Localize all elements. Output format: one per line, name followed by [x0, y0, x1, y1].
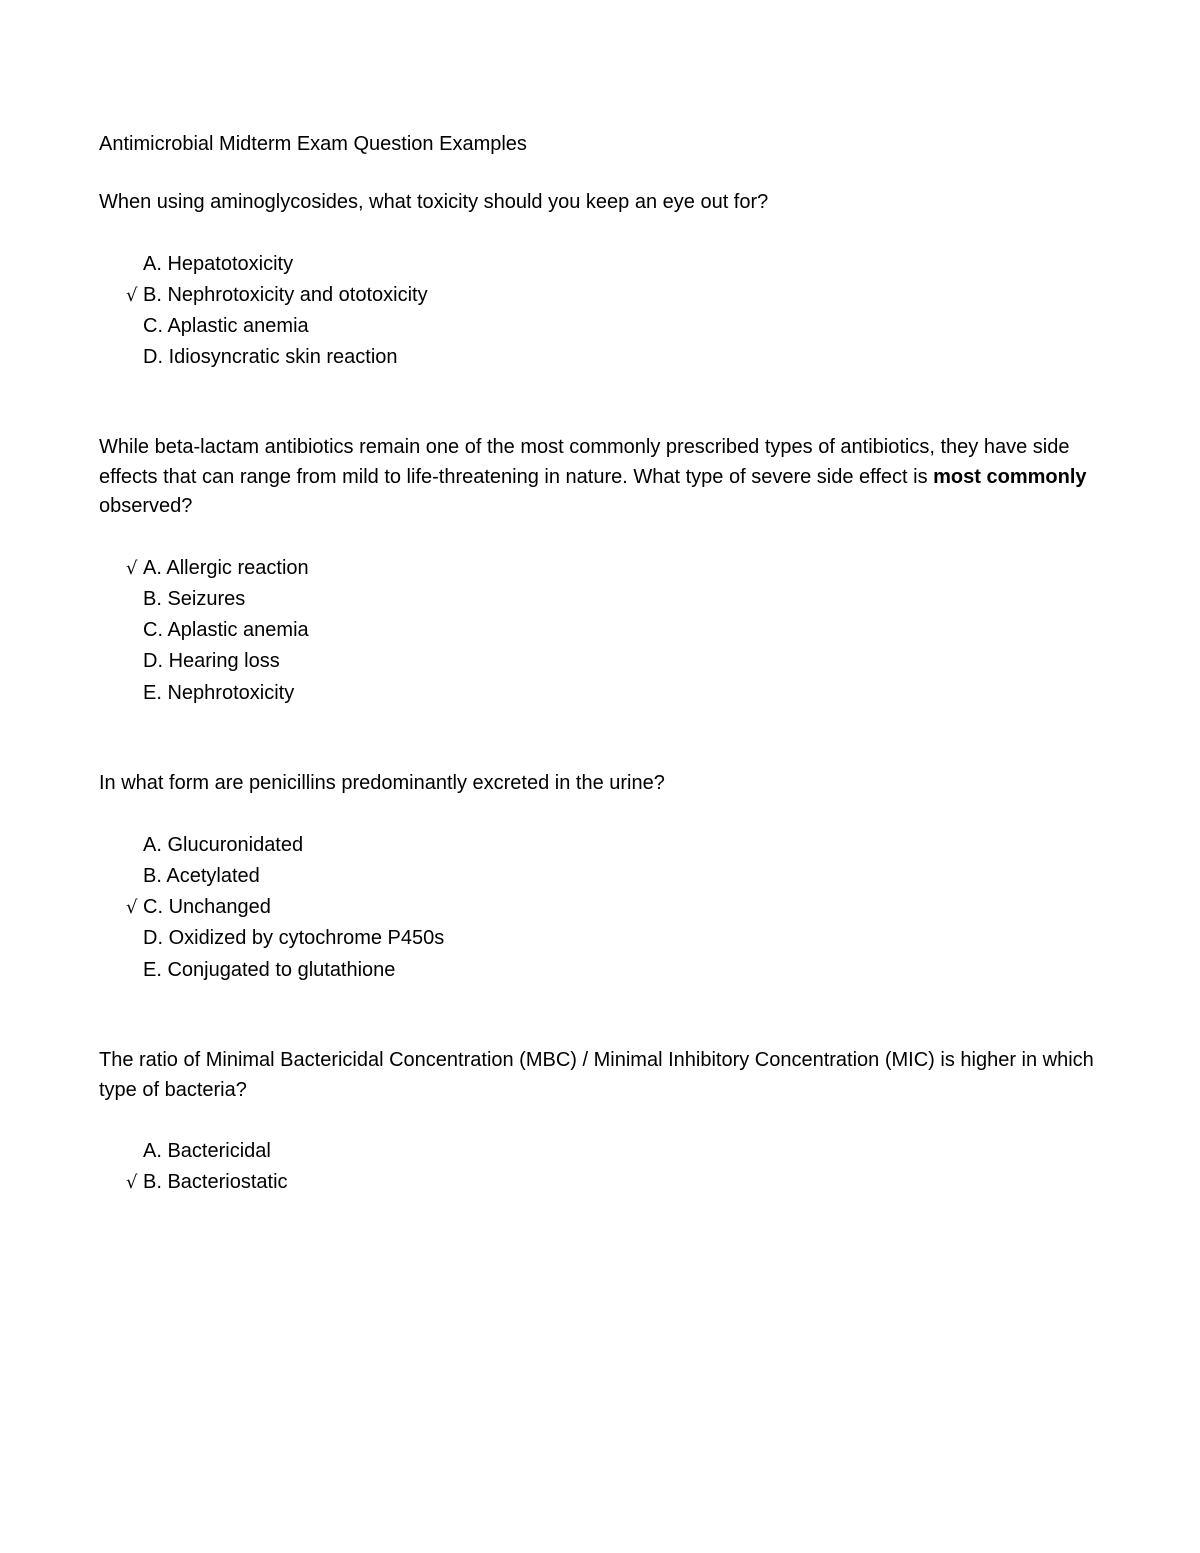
answer-option: [99, 678, 1109, 709]
answer-option: [99, 830, 1109, 861]
answer-option: [99, 955, 1109, 986]
answer-option-text: Nephrotoxicity and ototoxicity: [167, 283, 428, 306]
answer-option-text: Acetylated: [166, 864, 260, 887]
question-3-options: [99, 830, 1109, 986]
answer-option-letter: D.: [143, 346, 163, 369]
answer-option-letter: B.: [143, 587, 162, 610]
answer-option-text: Seizures: [167, 587, 246, 610]
answer-option-letter: A.: [143, 1140, 162, 1162]
question-4-options: [99, 1136, 1109, 1199]
answer-option-letter: A.: [143, 833, 162, 856]
answer-option: [99, 553, 1109, 584]
answer-option-letter: E.: [143, 681, 162, 704]
document-title: Antimicrobial Midterm Exam Question Examples: [99, 133, 527, 155]
question-4-text: The ratio of Minimal Bactericidal Concentration (MBC) / Minimal Inhibitory Concentration (MIC) is higher in which type of bacteria?: [99, 1049, 1094, 1101]
question-3-text: In what form are penicillins predominantly excreted in the urine?: [99, 772, 665, 794]
answer-option-text: Aplastic anemia: [167, 619, 309, 642]
question-3: [99, 769, 1109, 986]
answer-option-text: Conjugated to glutathione: [167, 958, 396, 981]
answer-option-text: Nephrotoxicity: [167, 681, 295, 704]
answer-option-letter: B.: [143, 864, 162, 887]
answer-option-letter: B.: [143, 1171, 162, 1194]
answer-option: [99, 1136, 1109, 1167]
answer-option: [99, 280, 1109, 311]
answer-option-letter: D.: [143, 927, 163, 950]
answer-option-text: Glucuronidated: [167, 833, 304, 856]
answer-option-text: Aplastic anemia: [167, 315, 309, 338]
checkmark-icon: √: [126, 557, 138, 579]
answer-option: [99, 311, 1109, 342]
answer-option: [99, 861, 1109, 892]
question-2-options: [99, 553, 1109, 709]
question-2-text: [99, 433, 1109, 522]
answer-option-letter: B.: [143, 283, 162, 306]
answer-option-text: Bactericidal: [167, 1140, 271, 1162]
question-2-text-emphasis: most commonly: [933, 465, 1087, 488]
answer-option: [99, 584, 1109, 615]
answer-option-text: Bacteriostatic: [167, 1171, 288, 1194]
answer-option-letter: D.: [143, 650, 163, 673]
checkmark-icon: √: [126, 1172, 138, 1194]
question-2-text-part-1: While beta-lactam antibiotics remain one of the most commonly prescribed types of antibiotics, they have side effects that can range from mild to life-threatening in nature. What type of severe side effect is: [99, 436, 1070, 488]
answer-option-letter: C.: [143, 315, 163, 338]
answer-option: [99, 1167, 1109, 1198]
checkmark-icon: √: [126, 284, 138, 306]
question-1-options: [99, 249, 1109, 374]
answer-option: [99, 342, 1109, 373]
question-2-text-part-2: observed?: [99, 495, 193, 517]
checkmark-icon: √: [126, 897, 138, 919]
question-2: [99, 433, 1109, 709]
answer-option-text: Hearing loss: [168, 650, 280, 673]
question-1: [99, 188, 1109, 374]
answer-option-letter: C.: [143, 619, 163, 642]
answer-option-text: Idiosyncratic skin reaction: [168, 346, 398, 369]
answer-option: [99, 249, 1109, 280]
answer-option: [99, 892, 1109, 923]
question-4: [99, 1046, 1109, 1199]
answer-option: [99, 923, 1109, 954]
answer-option-text: Allergic reaction: [166, 556, 309, 579]
answer-option-text: Unchanged: [168, 896, 271, 919]
answer-option-letter: E.: [143, 958, 162, 981]
answer-option: [99, 615, 1109, 646]
answer-option-letter: C.: [143, 896, 163, 919]
answer-option: [99, 646, 1109, 677]
answer-option-text: Hepatotoxicity: [167, 252, 294, 275]
answer-option-text: Oxidized by cytochrome P450s: [168, 927, 445, 950]
question-1-text: When using aminoglycosides, what toxicity should you keep an eye out for?: [99, 191, 769, 213]
answer-option-letter: A.: [143, 556, 162, 579]
answer-option-letter: A.: [143, 252, 162, 275]
